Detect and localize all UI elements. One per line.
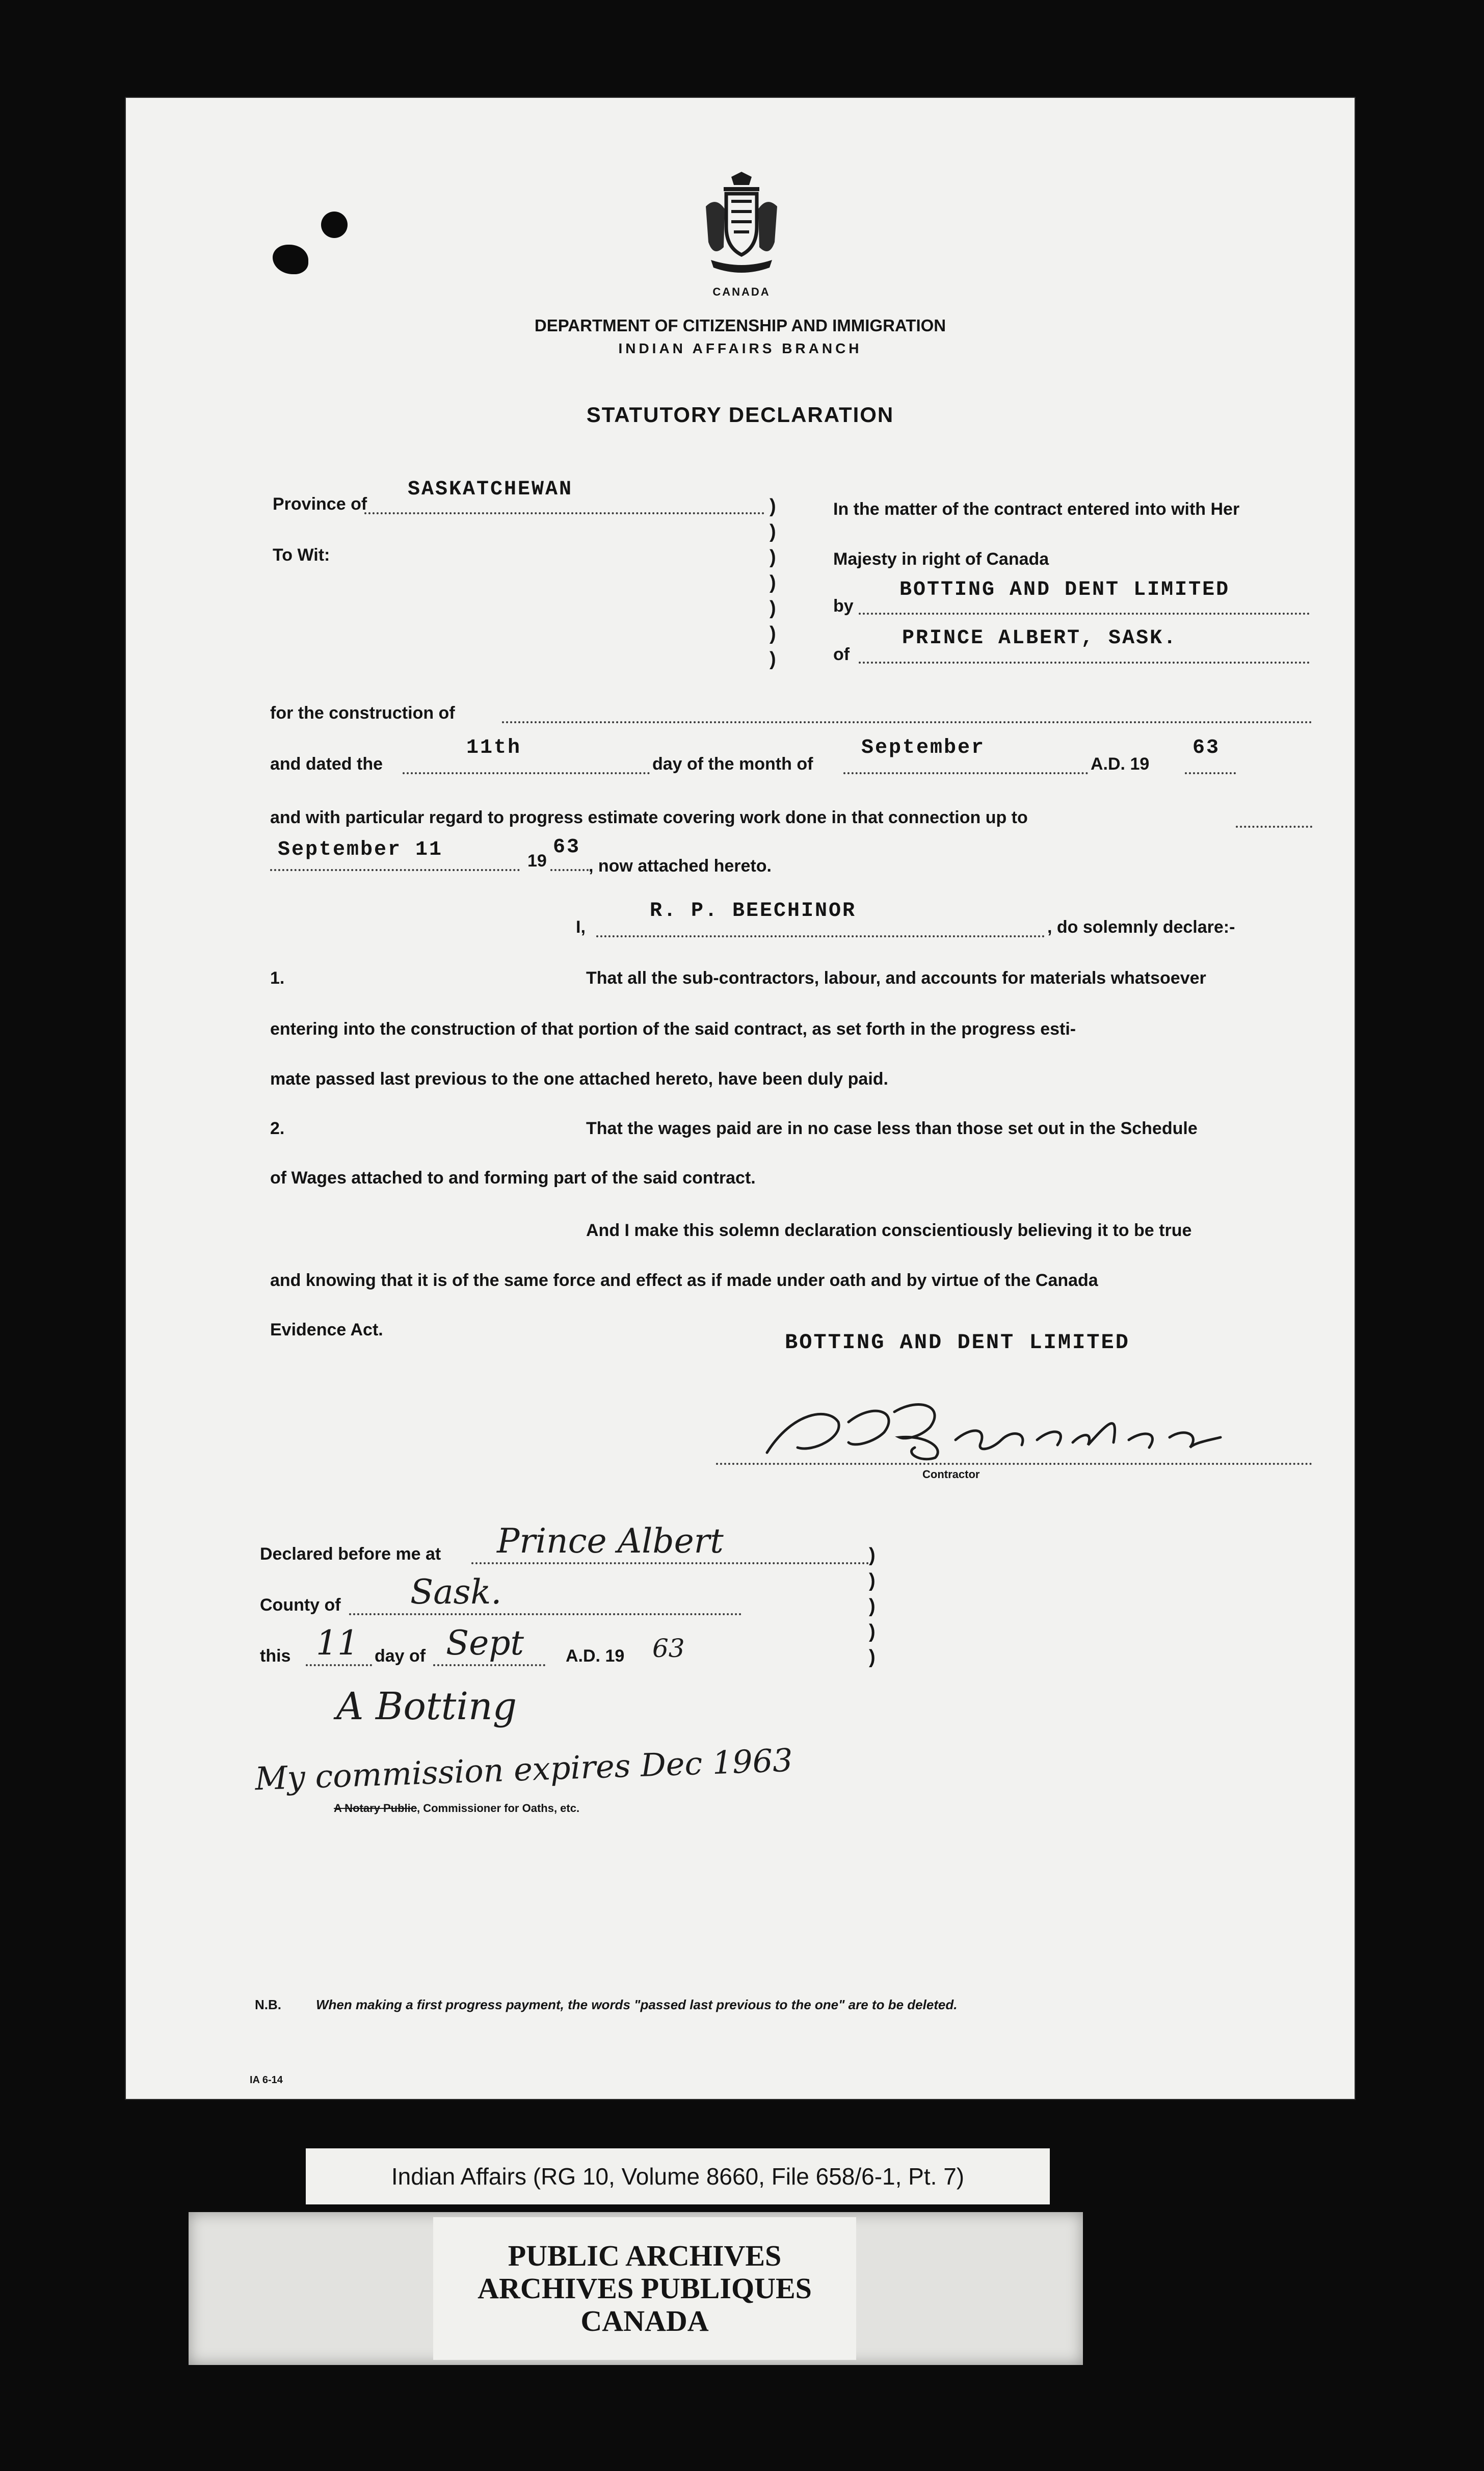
bracket: ) (869, 1621, 876, 1642)
declared-label: Declared before me at (260, 1544, 441, 1564)
month-label: day of the month of (652, 754, 813, 774)
county-label: County of (260, 1595, 341, 1615)
progress-line: and with particular regard to progress estimate covering work done in that connection up to (270, 808, 1028, 827)
progress-trail-line (1236, 826, 1312, 828)
contractor-signature (752, 1391, 1236, 1468)
clause-2-line-2: of Wages attached to and forming part of the said contract. (270, 1168, 756, 1188)
struck-notary-text: A Notary Public (334, 1802, 417, 1815)
province-line (364, 512, 764, 514)
branch-title: INDIAN AFFAIRS BRANCH (618, 340, 862, 356)
upto-19-label: 19 (527, 851, 547, 871)
archive-stamp-line-3: CANADA (580, 2304, 709, 2337)
commission-expiry-note: My commission expires Dec 1963 (254, 1741, 793, 1798)
upto-year-line (550, 869, 589, 871)
construction-line (502, 721, 1312, 723)
contractor-address: PRINCE ALBERT, SASK. (902, 627, 1178, 650)
commissioner-title (334, 1802, 579, 1815)
province-label: Province of (273, 494, 367, 514)
document-page (125, 97, 1356, 2100)
archive-stamp-line-1: PUBLIC ARCHIVES (508, 2239, 782, 2272)
archive-reference-label (306, 2148, 1050, 2204)
clause-1-number: 1. (270, 968, 285, 988)
upto-year-value: 63 (553, 836, 581, 859)
bracket: ) (770, 597, 776, 619)
bracket: ) (869, 1570, 876, 1591)
document-title: STATUTORY DECLARATION (586, 403, 894, 427)
bracket: ) (770, 521, 776, 542)
nb-label: N.B. (255, 1997, 281, 2012)
company-stamp: BOTTING AND DENT LIMITED (785, 1330, 1130, 1355)
clause-3-line-2: and knowing that it is of the same force and effect as if made under oath and by virtue of the Canada (270, 1271, 1098, 1290)
matter-line-1: In the matter of the contract entered into with Her (833, 500, 1240, 519)
contractor-signature-line (716, 1463, 1312, 1465)
archive-stamp-line-2: ARCHIVES PUBLIQUES (478, 2272, 812, 2305)
upto-line (270, 869, 520, 871)
dated-label: and dated the (270, 754, 383, 774)
year-value: 63 (1192, 737, 1221, 759)
bracket: ) (770, 648, 776, 670)
clause-1-line-3: mate passed last previous to the one attached hereto, have been duly paid. (270, 1069, 888, 1089)
month-value: September (861, 737, 986, 759)
by-line (859, 613, 1310, 615)
contractor-label: Contractor (922, 1468, 980, 1481)
declarant-line (596, 935, 1045, 937)
country-label: CANADA (712, 285, 771, 298)
day-of-line (433, 1664, 545, 1666)
nb-text: When making a first progress payment, the words "passed last previous to the one" are to be deleted. (316, 1997, 958, 2012)
clause-1-line-2: entering into the construction of that portion of the said contract, as set forth in the progress esti- (270, 1019, 1076, 1039)
day-of-label: day of (375, 1646, 426, 1666)
by-label: by (833, 596, 854, 616)
declared-year-value: 63 (652, 1634, 685, 1663)
punch-hole (321, 212, 348, 238)
upto-date-value: September 11 (278, 838, 443, 861)
declarant-name: R. P. BEECHINOR (650, 900, 857, 923)
coat-of-arms-icon (703, 171, 780, 280)
commissioner-label: , Commissioner for Oaths, etc. (417, 1802, 580, 1815)
declare-text: , do solemnly declare:- (1047, 917, 1235, 937)
county-line (349, 1613, 741, 1615)
county-value: Sask. (410, 1572, 502, 1612)
bracket: ) (770, 623, 776, 644)
this-day-value: 11 (316, 1623, 359, 1663)
declared-place-value: Prince Albert (497, 1521, 724, 1561)
construction-label: for the construction of (270, 703, 455, 723)
declared-ad-label: A.D. 19 (566, 1646, 625, 1666)
bracket: ) (770, 572, 776, 593)
dated-day-value: 11th (466, 737, 522, 759)
year-line (1185, 772, 1236, 774)
declarant-i-label: I, (576, 917, 586, 937)
of-label: of (833, 645, 850, 664)
commissioner-signature: A Botting (336, 1685, 517, 1728)
this-label: this (260, 1646, 291, 1666)
attached-text: , now attached hereto. (589, 856, 772, 876)
clause-3-line-1: And I make this solemn declaration conscientiously believing it to be true (586, 1221, 1192, 1240)
punch-hole-torn (273, 245, 308, 274)
declared-line (471, 1562, 869, 1564)
dated-line (403, 772, 650, 774)
ad-label: A.D. 19 (1091, 754, 1150, 774)
archive-stamp (189, 2212, 1083, 2365)
contractor-name: BOTTING AND DENT LIMITED (899, 579, 1230, 601)
to-wit-label: To Wit: (273, 545, 330, 565)
bracket: ) (869, 1544, 876, 1566)
bracket: ) (770, 546, 776, 568)
matter-line-2: Majesty in right of Canada (833, 549, 1049, 569)
month-line (843, 772, 1088, 774)
archive-reference-text: Indian Affairs (RG 10, Volume 8660, File 658/6-1, Pt. 7) (391, 2163, 965, 2190)
archive-stamp-text-block (433, 2217, 856, 2360)
province-value: SASKATCHEWAN (408, 478, 573, 501)
department-title: DEPARTMENT OF CITIZENSHIP AND IMMIGRATION (534, 316, 946, 335)
bracket: ) (770, 495, 776, 517)
of-line (859, 662, 1310, 664)
bracket: ) (869, 1595, 876, 1617)
clause-2-line-1: That the wages paid are in no case less than those set out in the Schedule (586, 1119, 1198, 1138)
clause-1-line-1: That all the sub-contractors, labour, and accounts for materials whatsoever (586, 968, 1206, 988)
bracket: ) (869, 1646, 876, 1668)
clause-2-number: 2. (270, 1119, 285, 1138)
form-number: IA 6-14 (250, 2074, 283, 2086)
day-of-value: Sept (446, 1623, 524, 1663)
this-day-line (306, 1664, 372, 1666)
clause-3-line-3: Evidence Act. (270, 1320, 383, 1339)
